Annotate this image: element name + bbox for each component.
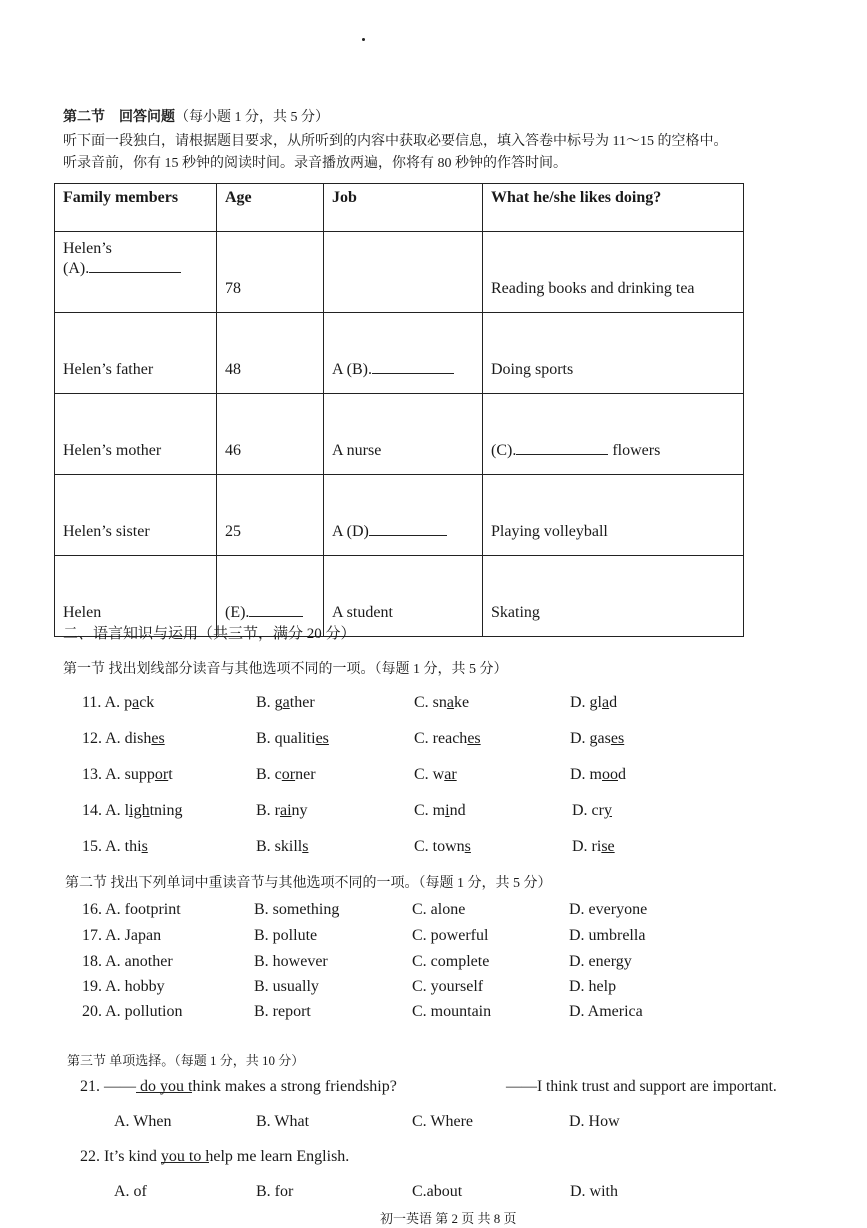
option-a [82,838,148,856]
likes-cell: Reading books and drinking tea [483,232,744,313]
likes-cell: Doing sports [483,313,744,394]
part: supp [124,766,155,783]
part: dish [124,730,152,747]
option-c: C. complete [412,953,490,970]
part: ner [295,766,316,783]
table-row [55,232,744,313]
option-a: A. When [114,1113,172,1130]
header-cell: Family members [55,184,217,232]
part: l [124,802,130,819]
option-b [256,694,315,712]
part: D. m [570,766,602,783]
answer-blank-e[interactable] [249,602,303,617]
answer-blank-b[interactable] [372,359,454,374]
option-a: 16. A. footprint [82,901,181,918]
q-num: 12. A. [82,730,121,747]
job-cell: A student [324,556,483,637]
option-a: 20. A. pollution [82,1003,183,1020]
option-b: B. for [256,1183,294,1200]
q-num: 15. A. [82,838,121,855]
table-row [55,475,744,556]
option-a: 19. A. hobby [82,978,165,995]
part: B. qualiti [256,730,316,747]
option-d: D. How [569,1113,620,1130]
part: D. gas [570,730,611,747]
q-num: 11. A. [82,694,121,711]
part: B. skill [256,838,303,855]
option-a: 17. A. Japan [82,927,162,944]
s3-title: 第三节 单项选择。（每题 1 分，共 10 分） [67,1053,305,1068]
job-cell [324,313,483,394]
option-c: C. Where [412,1113,474,1130]
option-c [414,802,466,820]
section-title-text: 第二节 回答问题 [63,110,175,125]
q-num: 14. A. [82,802,121,819]
blank-label: (C). [491,442,517,459]
part: D. gl [570,694,602,711]
option-c: C.about [412,1183,463,1200]
option-a: A. of [114,1183,147,1200]
answer-blank-a[interactable] [89,258,181,273]
option-c: C. yourself [412,978,484,995]
blank-label: A (B). [332,361,372,378]
part: C. w [414,766,445,783]
option-a [82,802,182,820]
page-footer: 初一英语 第 2 页 共 8 页 [380,1211,517,1226]
age-cell: 48 [217,313,324,394]
likes-cell: Playing volleyball [483,475,744,556]
job-cell [324,232,483,313]
underlined-part: es [467,730,481,747]
option-d [570,730,624,748]
underlined-part: or [154,766,169,783]
member-cell: Helen [55,556,217,637]
option-b: B. report [254,1003,311,1020]
table-row [55,313,744,394]
option-b: B. however [254,953,328,970]
underlined-part: a [602,694,610,711]
option-c: C. mountain [412,1003,492,1020]
underlined-part: a [446,694,455,711]
answer-blank-21[interactable] [136,1078,192,1093]
option-d: D. America [569,1003,643,1020]
part: d [609,694,618,711]
option-a [82,766,173,784]
answer-blank-c[interactable] [516,440,608,455]
part: D. ri [572,838,602,855]
part: B. c [256,766,282,783]
q21-stem [80,1078,397,1096]
underlined-part: es [315,730,329,747]
blank-label: (E). [225,604,250,621]
part: thi [124,838,142,855]
option-b: B. something [254,901,340,918]
header-cell: Job [324,184,483,232]
option-c [414,694,469,712]
underlined-part: s [141,838,148,855]
option-d [570,694,617,712]
part: p [124,694,133,711]
option-b: B. What [256,1113,310,1130]
option-d: D. energy [569,953,632,970]
part-2-title: 二、语言知识与运用（共三节，满分 20 分） [63,626,356,642]
member-name: Helen’s [63,240,112,257]
option-b [256,730,329,748]
stray-mark [362,38,365,41]
likes-cell [483,394,744,475]
part: ke [454,694,470,711]
table-header-row [55,184,744,232]
option-d: D. umbrella [569,927,646,944]
underlined-part: ai [280,802,292,819]
q21-reply: ——I think trust and support are important. [506,1078,777,1095]
part: C. reach [414,730,468,747]
instruction-line-1: 听下面一段独白，请根据题目要求，从所听到的内容中获取必要信息，填入答卷中标号为 11～15 的空格中。 [63,134,728,149]
section-score: （每小题 1 分，共 5 分） [175,110,329,125]
part: nd [449,802,466,819]
option-b: B. usually [254,978,319,995]
answer-blank-d[interactable] [369,521,447,536]
part: C. sn [414,694,447,711]
option-b [256,838,308,856]
option-c [414,838,471,856]
underlined-part: or [281,766,296,783]
q-num: 13. A. [82,766,121,783]
underlined-part: es [610,730,625,747]
underlined-part: a [132,694,140,711]
q-num: 21. —— [80,1078,136,1095]
option-d: D. help [569,978,617,995]
option-b: B. pollute [254,927,318,944]
part: tning [149,802,183,819]
member-cell: Helen’s mother [55,394,217,475]
option-a [82,730,165,748]
likes-cell: Skating [483,556,744,637]
q22-stem [80,1148,349,1166]
age-cell: 25 [217,475,324,556]
header-cell: Age [217,184,324,232]
table-row [55,394,744,475]
section-2-title [63,106,329,126]
underlined-part: se [601,838,615,855]
header-cell: What he/she likes doing? [483,184,744,232]
underlined-part: s [302,838,309,855]
part: B. r [256,802,280,819]
underlined-part: es [151,730,165,747]
option-d [570,766,626,784]
option-b [256,766,316,784]
underlined-part: igh [129,802,150,819]
part: B. g [256,694,283,711]
option-c: C. powerful [412,927,489,944]
answer-blank-22[interactable] [161,1148,209,1163]
likes-suffix: flowers [612,442,661,459]
part: d [618,766,626,783]
family-table [54,183,744,637]
underlined-part: oo [602,766,618,783]
option-c [414,766,457,784]
part: ther [289,694,315,711]
age-cell: 78 [217,232,324,313]
part: D. cr [572,802,604,819]
s2-title: 第二节 找出下列单词中重读音节与其他选项不同的一项。（每题 1 分，共 5 分） [65,876,552,891]
option-d [572,838,615,856]
blank-label: A (D) [332,523,369,540]
member-cell: Helen’s father [55,313,217,394]
option-c [414,730,481,748]
s1-title: 第一节 找出划线部分读音与其他选项不同的一项。（每题 1 分，共 5 分） [63,662,508,677]
underlined-part: i [445,802,450,819]
instruction-line-2: 听录音前，你有 15 秒钟的阅读时间。录音播放两遍，你将有 80 秒钟的作答时间。 [63,156,567,171]
part: ny [291,802,308,819]
option-a: 18. A. another [82,953,173,970]
option-a [82,694,154,712]
q-text: you to help me learn English. [160,1148,350,1165]
member-cell: Helen’s sister [55,475,217,556]
option-c: C. alone [412,901,466,918]
option-b [256,802,308,820]
q-text: do you think makes a strong friendship? [140,1078,397,1095]
age-cell: 46 [217,394,324,475]
job-cell: A nurse [324,394,483,475]
underlined-part: y [603,802,612,819]
part: t [168,766,173,783]
job-cell [324,475,483,556]
q-num: 22. It’s kind [80,1148,157,1165]
underlined-part: a [282,694,290,711]
option-d: D. everyone [569,901,648,918]
part: C. town [414,838,465,855]
option-d: D. with [570,1183,618,1200]
member-cell [55,232,217,313]
option-d [572,802,612,820]
part: C. m [414,802,446,819]
blank-label: (A). [63,260,90,277]
part: ck [139,694,155,711]
underlined-part: s [464,838,471,855]
underlined-part: ar [444,766,457,783]
